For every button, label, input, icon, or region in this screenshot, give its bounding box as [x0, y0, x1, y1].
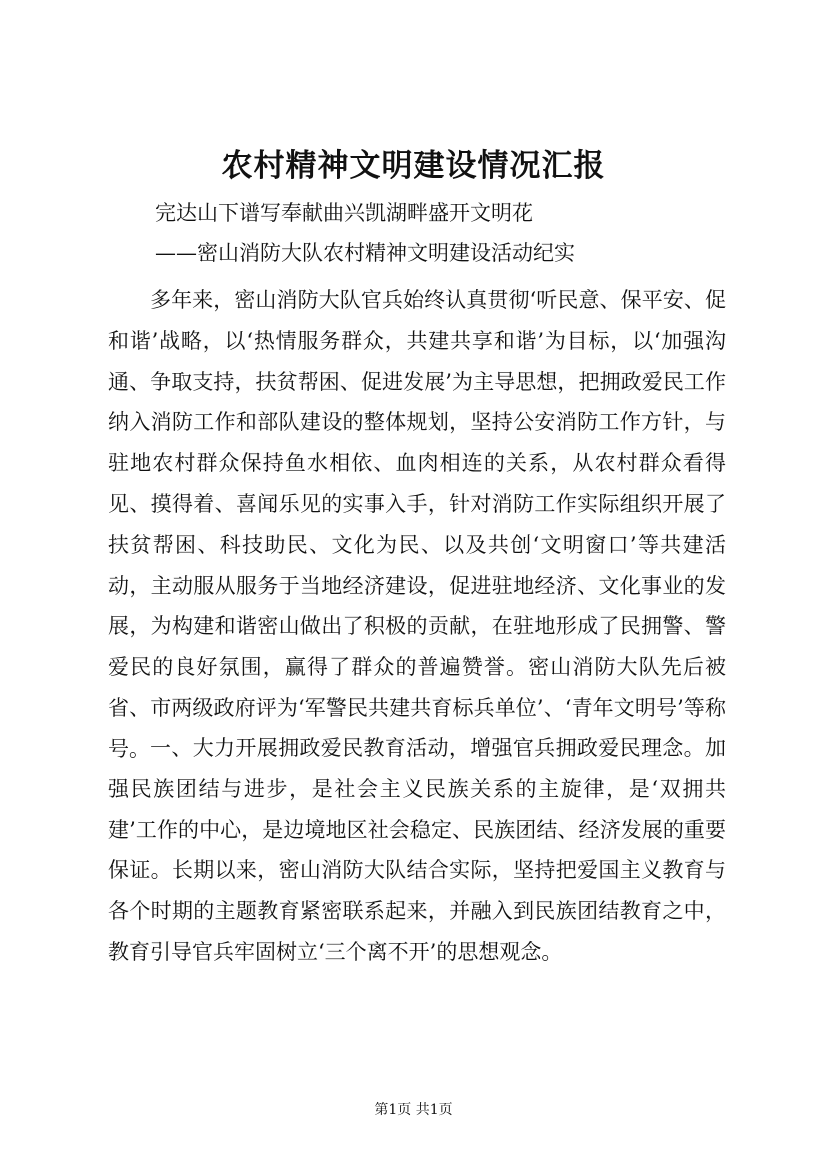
page-footer: 第1页 共1页 — [374, 1102, 453, 1118]
document-title: 农村精神文明建设情况汇报 — [221, 148, 606, 184]
body-paragraph: 多年来，密山消防大队官兵始终认真贯彻‘听民意、保平安、促和谐’战略，以‘热情服务群众，共建共享和谐’为目标，以‘加强沟通、争取支持，扶贫帮困、促进发展’为主导思想，把拥政爱民工作纳入消防工作和部队建设的整体规划，坚持公安消防工作方针，与驻地农村群众保持鱼水相依、血肉相连的关系，从农村群众看得见、摸得着、喜闻乐见的实事入手，针对消防工作实际组织开展了扶贫帮困、科技助民、文化为民、以及共创‘文明窗口’等共建活动，主动服从服务于当地经济建设，促进驻地经济、文化事业的发展，为构建和谐密山做出了积极的贡献，在驻地形成了民拥警、警爱民的良好氛围，赢得了群众的普遍赞誉。密山消防大队先后被省、市两级政府评为‘军警民共建共育标兵单位’、‘青年文明号’等称号。 — [108, 288, 726, 761]
body-paragraph: 一、大力开展拥政爱民教育活动，增强官兵拥政爱民理念。加强民族团结与进步，是社会主义民族关系的主旋律，是‘双拥共建’工作的中心，是边境地区社会稳定、民族团结、经济发展的重要保证。长期以来，密山消防大队结合实际，坚持把爱国主义教育与各个时期的主题教育紧密联系起来，并融入到民族团结教育之中，教育引导官兵牢固树立‘三个离不开’的思想观念。 — [108, 736, 726, 964]
document-subtitle: 完达山下谱写奉献曲兴凯湖畔盛开文明花 — [155, 201, 533, 225]
document-subtitle-byline: ——密山消防大队农村精神文明建设活动纪实 — [155, 241, 575, 265]
